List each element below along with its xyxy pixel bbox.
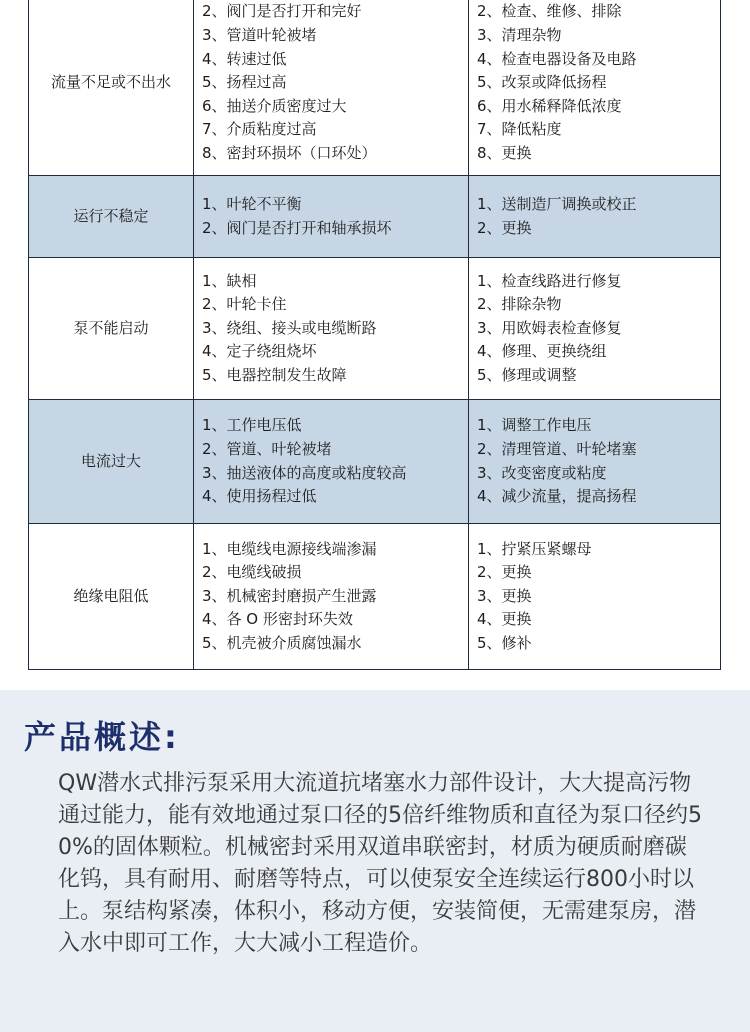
fix-item: 2、更换	[477, 218, 532, 237]
cause-item: 1、电缆线电源接线端渗漏	[202, 539, 377, 558]
fix-item: 3、用欧姆表检查修复	[477, 318, 622, 337]
cause-item: 1、缺相	[202, 271, 257, 290]
overview-title: 产品概述:	[24, 718, 180, 756]
fix-item: 7、降低粘度	[477, 120, 562, 139]
cause-item: 3、抽送液体的高度或粘度较高	[202, 463, 407, 482]
product-overview-section	[0, 690, 750, 1032]
fix-item: 1、送制造厂调换或校正	[477, 194, 637, 213]
fix-item: 1、调整工作电压	[477, 416, 592, 435]
cause-item: 4、定子绕组烧坏	[202, 342, 317, 361]
table-row	[29, 176, 721, 258]
fix-item: 2、排除杂物	[477, 295, 562, 314]
cause-item: 4、使用扬程过低	[202, 487, 317, 506]
fix-item: 5、修理或调整	[477, 365, 577, 384]
cause-item: 2、电缆线破损	[202, 563, 302, 582]
fix-item: 4、更换	[477, 610, 532, 629]
cause-item: 5、电器控制发生故障	[202, 365, 347, 384]
fault-cell: 绝缘电阻低	[29, 524, 194, 670]
fix-item: 4、修理、更换绕组	[477, 342, 607, 361]
fix-item: 8、更换	[477, 143, 532, 162]
cause-item: 2、阀门是否打开和轴承损坏	[202, 218, 392, 237]
fix-cell	[469, 258, 721, 400]
cause-cell	[194, 0, 469, 176]
troubleshooting-table-container	[28, 0, 721, 670]
table-row	[29, 400, 721, 524]
cause-item: 2、管道、叶轮被堵	[202, 439, 332, 458]
fault-cell: 泵不能启动	[29, 258, 194, 400]
fix-item: 3、更换	[477, 586, 532, 605]
fix-item: 1、检查线路进行修复	[477, 271, 622, 290]
cause-item: 5、扬程过高	[202, 73, 287, 92]
table-row	[29, 258, 721, 400]
table-row	[29, 524, 721, 670]
fix-cell	[469, 400, 721, 524]
fix-cell	[469, 176, 721, 258]
cause-item: 2、叶轮卡住	[202, 295, 287, 314]
cause-item: 2、阀门是否打开和完好	[202, 2, 362, 21]
fix-item: 1、拧紧压紧螺母	[477, 539, 592, 558]
cause-item: 5、机壳被介质腐蚀漏水	[202, 633, 362, 652]
fault-cell: 运行不稳定	[29, 176, 194, 258]
fix-item: 6、用水稀释降低浓度	[477, 96, 622, 115]
cause-item: 7、介质粘度过高	[202, 120, 317, 139]
cause-item: 1、叶轮不平衡	[202, 194, 302, 213]
fix-item: 4、减少流量，提高扬程	[477, 487, 637, 506]
cause-item: 3、机械密封磨损产生泄露	[202, 586, 377, 605]
fix-item: 3、改变密度或粘度	[477, 463, 607, 482]
fix-cell	[469, 0, 721, 176]
cause-cell	[194, 176, 469, 258]
fix-item: 2、清理管道、叶轮堵塞	[477, 439, 637, 458]
cause-item: 1、工作电压低	[202, 416, 302, 435]
cause-cell	[194, 400, 469, 524]
table-row	[29, 0, 721, 176]
fix-item: 5、修补	[477, 633, 532, 652]
overview-text: QW潜水式排污泵采用大流道抗堵塞水力部件设计，大大提高污物通过能力，能有效地通过泵口径的5倍纤维物质和直径为泵口径约50%的固体颗粒。机械密封采用双道串联密封，材质为硬质耐磨碳化钨，具有耐用、耐磨等特点，可以使泵安全连续运行800小时以上。泵结构紧凑，体积小，移动方便，安装简便，无需建泵房，潜入水中即可工作，大大减小工程造价。	[58, 771, 702, 956]
fix-cell	[469, 524, 721, 670]
cause-cell	[194, 524, 469, 670]
cause-cell	[194, 258, 469, 400]
troubleshooting-table	[28, 0, 721, 670]
cause-item: 6、抽送介质密度过大	[202, 96, 347, 115]
fault-cell: 电流过大	[29, 400, 194, 524]
fix-item: 2、更换	[477, 563, 532, 582]
fix-item: 2、检查、维修、排除	[477, 2, 622, 21]
fix-item: 3、清理杂物	[477, 26, 562, 45]
fault-cell: 流量不足或不出水	[29, 0, 194, 176]
cause-item: 3、绕组、接头或电缆断路	[202, 318, 377, 337]
cause-item: 3、管道叶轮被堵	[202, 26, 317, 45]
cause-item: 4、各 O 形密封环失效	[202, 610, 353, 629]
cause-item: 8、密封环损坏（口环处）	[202, 143, 377, 162]
fix-item: 4、检查电器设备及电路	[477, 49, 637, 68]
cause-item: 4、转速过低	[202, 49, 287, 68]
fix-item: 5、改泵或降低扬程	[477, 73, 607, 92]
